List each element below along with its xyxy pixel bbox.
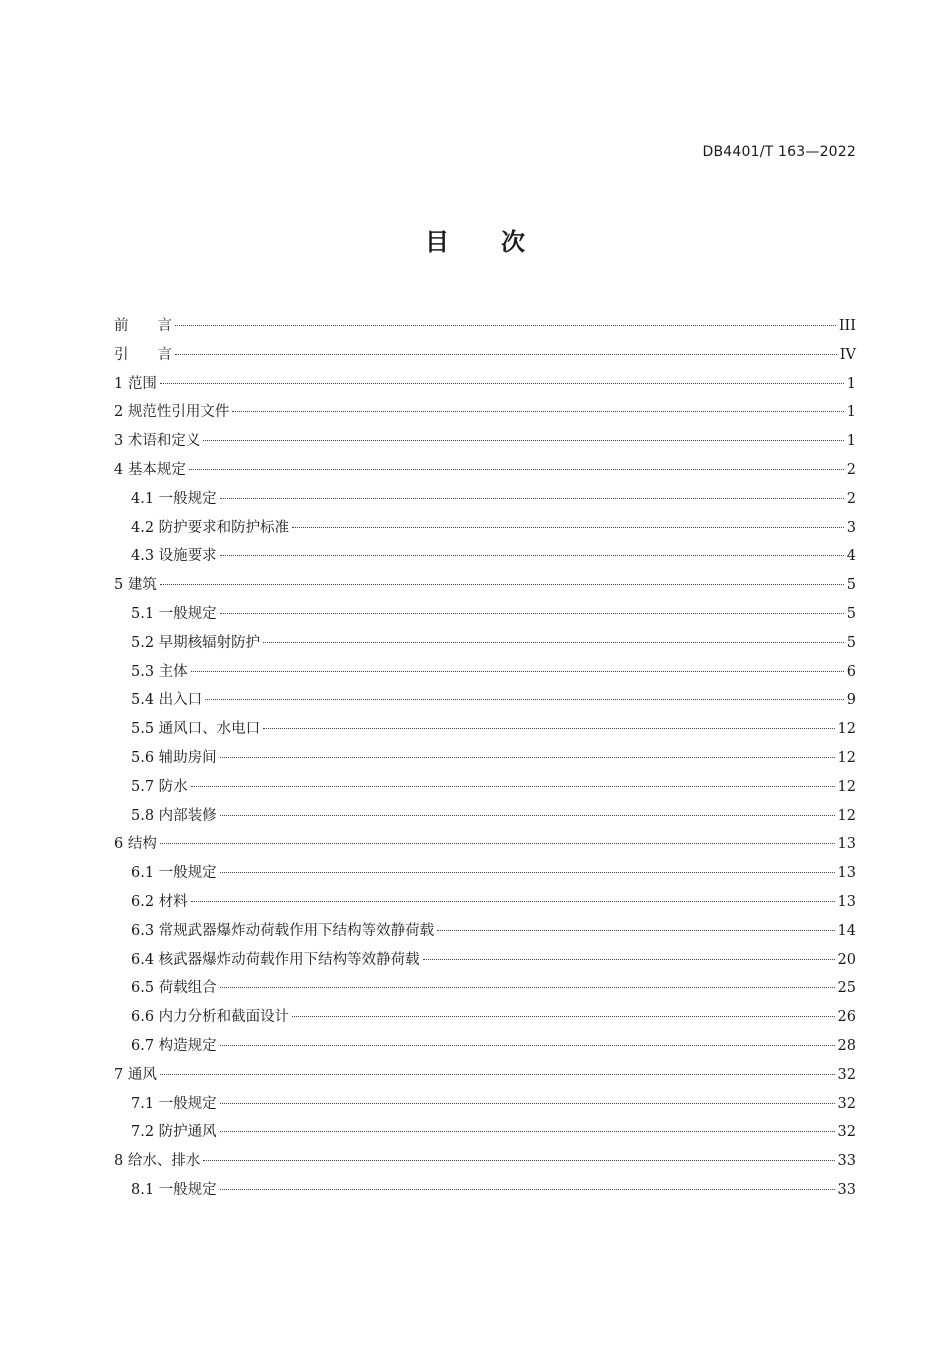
- toc-entry-page: 32: [837, 1124, 856, 1141]
- toc-dot-leader: [292, 1015, 834, 1017]
- toc-entry-page: 2: [846, 461, 856, 478]
- toc-dot-leader: [220, 986, 835, 988]
- toc-entry[interactable]: [114, 1176, 856, 1205]
- toc-dot-leader: [220, 554, 844, 556]
- toc-dot-leader: [423, 958, 835, 960]
- toc-dot-leader: [220, 814, 835, 816]
- toc-entry[interactable]: [114, 744, 856, 773]
- toc-entry-label: 7.1 一般规定: [131, 1095, 217, 1112]
- toc-dot-leader: [203, 1159, 834, 1161]
- toc-entry-label: 7.2 防护通风: [131, 1124, 217, 1141]
- toc-entry[interactable]: [114, 600, 856, 629]
- toc-entry-label: 6.6 内力分析和截面设计: [131, 1009, 290, 1026]
- toc-entry-page: 1: [846, 404, 856, 421]
- toc-entry[interactable]: [114, 715, 856, 744]
- toc-entry[interactable]: [114, 859, 856, 888]
- toc-entry-page: 25: [837, 980, 856, 997]
- toc-title: 目次: [425, 228, 577, 256]
- toc-entry-label: 6.4 核武器爆炸动荷载作用下结构等效静荷载: [131, 951, 420, 968]
- toc-dot-leader: [191, 670, 844, 672]
- toc-dot-leader: [220, 612, 844, 614]
- toc-entry-label: 4 基本规定: [114, 461, 186, 478]
- toc-entry[interactable]: [114, 1147, 856, 1176]
- toc-entry[interactable]: [114, 802, 856, 831]
- table-of-contents: [114, 312, 856, 1205]
- toc-entry-label: 前 言: [114, 318, 172, 334]
- toc-entry-label: 引 言: [114, 346, 172, 363]
- toc-entry[interactable]: [114, 341, 856, 370]
- toc-dot-leader: [191, 900, 835, 902]
- toc-entry-page: 1: [846, 433, 856, 450]
- toc-entry[interactable]: [114, 917, 856, 946]
- toc-entry-page: 12: [837, 778, 856, 795]
- toc-entry-label: 6.2 材料: [131, 893, 188, 910]
- toc-entry-page: 5: [846, 634, 856, 651]
- toc-entry-label: 6.3 常规武器爆炸动荷载作用下结构等效静荷载: [131, 922, 435, 939]
- toc-dot-leader: [189, 468, 844, 470]
- toc-entry-page: 13: [837, 893, 856, 910]
- toc-dot-leader: [175, 324, 836, 326]
- toc-entry-page: 1: [846, 375, 856, 392]
- toc-entry-label: 7 通风: [114, 1066, 157, 1083]
- toc-entry-page: 20: [837, 951, 856, 968]
- toc-dot-leader: [292, 526, 844, 528]
- toc-dot-leader: [220, 497, 844, 499]
- toc-dot-leader: [160, 842, 835, 844]
- toc-dot-leader: [263, 641, 844, 643]
- toc-dot-leader: [220, 1102, 835, 1104]
- toc-dot-leader: [203, 439, 843, 441]
- toc-dot-leader: [175, 353, 837, 355]
- toc-entry-label: 4.2 防护要求和防护标准: [131, 519, 290, 536]
- document-code: DB4401/T 163—2022: [702, 144, 856, 160]
- toc-entry[interactable]: [114, 571, 856, 600]
- toc-entry[interactable]: [114, 773, 856, 802]
- toc-entry-page: 14: [837, 922, 856, 939]
- toc-entry-page: 6: [846, 663, 856, 680]
- toc-entry[interactable]: [114, 1061, 856, 1090]
- toc-entry-label: 6.7 构造规定: [131, 1037, 217, 1054]
- toc-entry-page: 2: [846, 490, 856, 507]
- toc-entry-page: 13: [837, 865, 856, 882]
- toc-entry[interactable]: [114, 658, 856, 687]
- toc-entry[interactable]: [114, 946, 856, 975]
- toc-entry-label: 4.3 设施要求: [131, 548, 217, 565]
- toc-entry[interactable]: [114, 370, 856, 399]
- toc-entry-page: 26: [837, 1009, 856, 1026]
- toc-dot-leader: [191, 785, 835, 787]
- toc-entry-label: 6 结构: [114, 836, 157, 853]
- toc-entry-page: 32: [837, 1095, 856, 1112]
- toc-entry[interactable]: [114, 974, 856, 1003]
- toc-entry-label: 3 术语和定义: [114, 433, 201, 450]
- toc-entry-label: 5.7 防水: [131, 778, 188, 795]
- toc-entry[interactable]: [114, 686, 856, 715]
- toc-dot-leader: [220, 1130, 835, 1132]
- toc-entry-page: 3: [846, 519, 856, 536]
- toc-entry-label: 5 建筑: [114, 577, 157, 594]
- toc-entry[interactable]: [114, 427, 856, 456]
- toc-entry[interactable]: [114, 1118, 856, 1147]
- toc-dot-leader: [437, 929, 834, 931]
- toc-entry[interactable]: [114, 1090, 856, 1119]
- toc-entry[interactable]: [114, 1032, 856, 1061]
- toc-entry-label: 2 规范性引用文件: [114, 404, 230, 421]
- toc-entry-label: 6.5 荷载组合: [131, 980, 217, 997]
- toc-entry-label: 5.3 主体: [131, 663, 188, 680]
- toc-dot-leader: [220, 756, 835, 758]
- toc-entry-label: 5.6 辅助房间: [131, 749, 217, 766]
- toc-dot-leader: [263, 727, 834, 729]
- toc-entry[interactable]: [114, 1003, 856, 1032]
- toc-entry-page: 33: [837, 1181, 856, 1198]
- toc-entry-page: IV: [839, 346, 856, 363]
- toc-entry-label: 5.4 出入口: [131, 692, 203, 709]
- toc-entry-label: 5.5 通风口、水电口: [131, 721, 261, 738]
- toc-entry-page: 5: [846, 577, 856, 594]
- toc-entry-page: 13: [837, 836, 856, 853]
- toc-entry-page: 32: [837, 1066, 856, 1083]
- toc-entry[interactable]: [114, 485, 856, 514]
- toc-entry-label: 5.2 早期核辐射防护: [131, 634, 261, 651]
- toc-entry[interactable]: [114, 629, 856, 658]
- toc-entry[interactable]: [114, 398, 856, 427]
- toc-entry-page: III: [838, 318, 856, 334]
- toc-entry-label: 4.1 一般规定: [131, 490, 217, 507]
- toc-dot-leader: [160, 1073, 835, 1075]
- toc-dot-leader: [160, 583, 844, 585]
- toc-entry[interactable]: [114, 830, 856, 859]
- toc-entry-page: 12: [837, 807, 856, 824]
- toc-dot-leader: [220, 1044, 835, 1046]
- toc-entry[interactable]: [114, 542, 856, 571]
- toc-entry-page: 12: [837, 749, 856, 766]
- toc-entry-page: 33: [837, 1153, 856, 1170]
- toc-entry-label: 8.1 一般规定: [131, 1181, 217, 1198]
- toc-entry-label: 5.8 内部装修: [131, 807, 217, 824]
- toc-dot-leader: [232, 410, 843, 412]
- toc-entry-page: 12: [837, 721, 856, 738]
- toc-entry-label: 5.1 一般规定: [131, 605, 217, 622]
- toc-dot-leader: [160, 382, 844, 384]
- toc-entry[interactable]: [114, 312, 856, 341]
- toc-dot-leader: [220, 871, 835, 873]
- toc-dot-leader: [205, 698, 844, 700]
- toc-dot-leader: [220, 1188, 835, 1190]
- toc-entry-label: 6.1 一般规定: [131, 865, 217, 882]
- toc-entry-page: 9: [846, 692, 856, 709]
- toc-entry-page: 5: [846, 605, 856, 622]
- toc-entry-label: 8 给水、排水: [114, 1153, 201, 1170]
- toc-entry-label: 1 范围: [114, 375, 157, 392]
- toc-entry-page: 28: [837, 1037, 856, 1054]
- toc-entry[interactable]: [114, 514, 856, 543]
- toc-entry[interactable]: [114, 456, 856, 485]
- toc-entry-page: 4: [846, 548, 856, 565]
- toc-entry[interactable]: [114, 888, 856, 917]
